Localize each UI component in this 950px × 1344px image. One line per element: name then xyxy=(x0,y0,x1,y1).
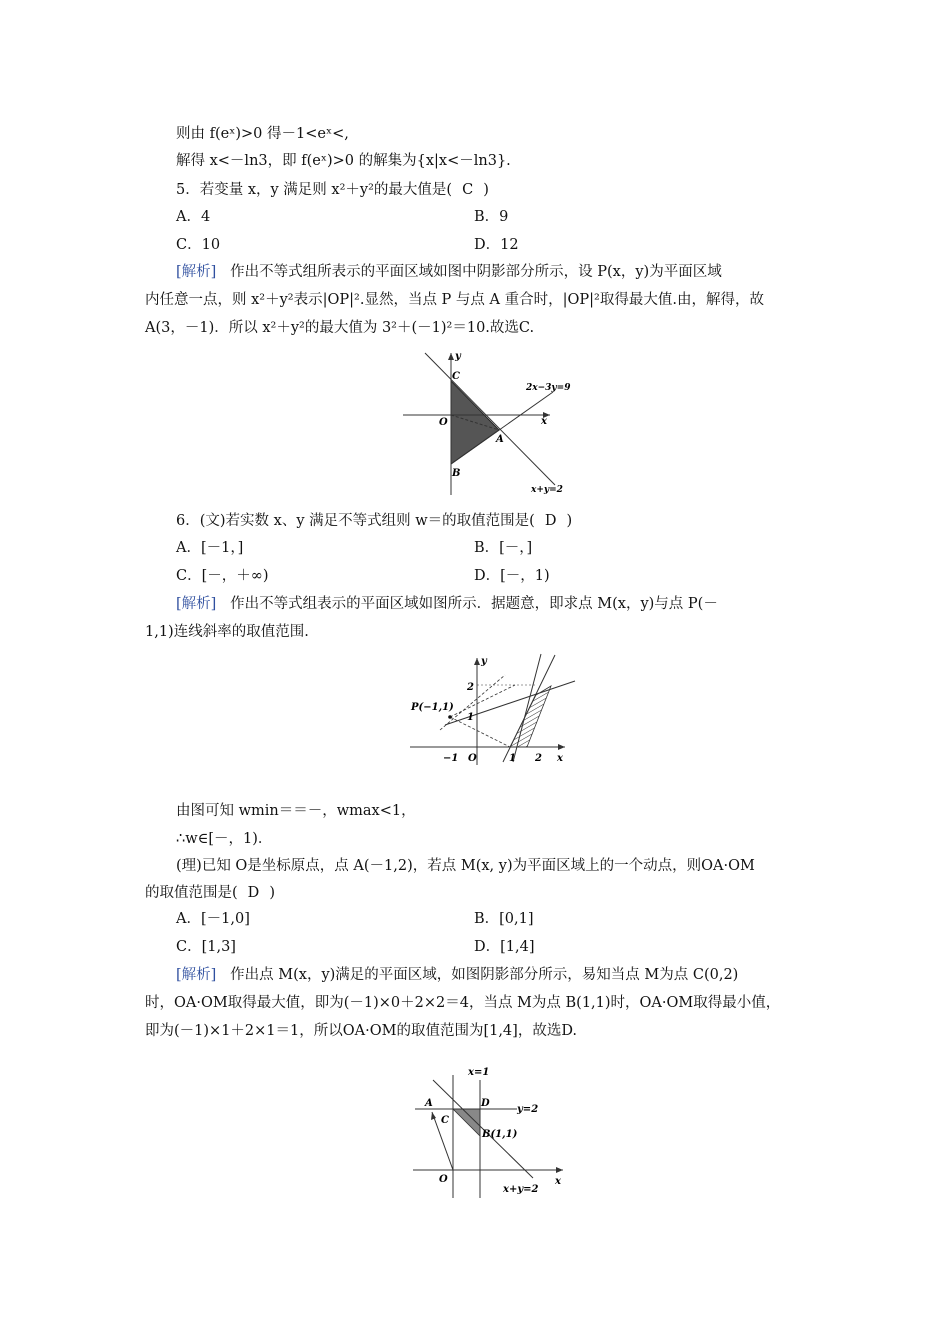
solution-line-1: 则由 f(eˣ)>0 得－1<eˣ<, xyxy=(176,126,349,142)
question-6-end: ) xyxy=(566,513,573,529)
fig1-label-B: B xyxy=(452,468,461,479)
q6-li-solution-line-1 xyxy=(176,965,738,985)
y-axis-arrow xyxy=(474,658,480,665)
q6-li-option-a: A．[－1,0] xyxy=(176,911,250,927)
fig2-tick-y1: 1 xyxy=(467,712,474,723)
fig1-label-O: O xyxy=(439,417,448,428)
q6-li-solution-line-2: 时，OA·OM取得最大值，即为(－1)×0＋2×2＝4，当点 M为点 B(1,1)时，OA·OM取得最小值， xyxy=(145,995,781,1011)
vector-OA-arrow xyxy=(431,1112,436,1120)
question-5-answer: C xyxy=(462,182,474,198)
q6-li-solution-line-3: 即为(－1)×1＋2×1＝1，所以OA·OM的取值范围为[1,4]，故选D. xyxy=(145,1023,578,1039)
fig2-label-O: O xyxy=(468,753,477,764)
q5-option-c: C．10 xyxy=(176,237,221,253)
fig3-label-D: D xyxy=(481,1098,490,1109)
boundary-line-2 xyxy=(503,655,555,762)
q6-option-c: C．[－，＋∞) xyxy=(176,568,269,584)
question-5-text: 5．若变量 x，y 满足则 x²＋y²的最大值是( xyxy=(176,182,453,198)
fig2-label-P: P(−1,1) xyxy=(411,702,454,713)
figure-5-feasible-region xyxy=(395,345,575,500)
analysis-tag: [解析] xyxy=(176,264,217,280)
question-6-text: 6．(文)若实数 x、y 满足不等式组则 w＝的取值范围是( xyxy=(176,513,535,529)
fig3-label-x1: x=1 xyxy=(468,1067,490,1078)
q6-solution-line-1 xyxy=(176,594,718,614)
y-axis-arrow xyxy=(448,353,454,360)
dashed-slope-line-1 xyxy=(450,717,510,747)
q5-solution-line-3: A(3，－1)．所以 x²＋y²的最大值为 3²＋(－1)²＝10.故选C. xyxy=(145,320,535,336)
q5-option-a: A．4 xyxy=(176,209,211,225)
fig1-label-line1: 2x−3y=9 xyxy=(526,383,571,393)
fig2-tick-x2: 2 xyxy=(535,753,542,764)
fig3-label-xy2: x+y=2 xyxy=(503,1184,539,1195)
analysis-tag: [解析] xyxy=(176,967,217,983)
q6-solution-line-3: 由图可知 wmin＝＝－，wmax<1， xyxy=(176,803,416,819)
fig3-label-A: A xyxy=(425,1098,433,1109)
figure-6-feasible-region xyxy=(405,650,580,770)
figure-6-li-feasible-region xyxy=(405,1060,575,1205)
fig1-label-line2: x+y=2 xyxy=(531,485,563,495)
fig2-tick-y2: 2 xyxy=(467,682,474,693)
question-6-li-line-1: (理)已知 O是坐标原点，点 A(－1,2)，若点 M(x, y)为平面区域上的一个动点，则OA·OM xyxy=(176,858,755,874)
q6-option-a: A．[－1，] xyxy=(176,540,244,556)
q6-solution-line-4: ∴w∈[－，1)． xyxy=(176,831,273,847)
q6-solution-text-1: 作出不等式组表示的平面区域如图所示．据题意，即求点 M(x，y)与点 P(－ xyxy=(230,596,718,612)
x-axis-arrow xyxy=(556,1167,563,1173)
fig3-label-x: x xyxy=(555,1176,561,1187)
question-6-li-end: ) xyxy=(269,885,275,901)
q5-option-b: B．9 xyxy=(474,209,509,225)
fig2-label-x: x xyxy=(557,753,563,764)
q6-li-option-b: B．[0,1] xyxy=(474,911,534,927)
question-6 xyxy=(176,511,572,531)
fig1-label-C: C xyxy=(452,371,460,382)
question-6-answer: D xyxy=(544,513,557,529)
fig1-label-x: x xyxy=(541,416,547,427)
q6-option-d: D．[－，1) xyxy=(474,568,550,584)
q5-solution-line-1 xyxy=(176,262,722,282)
question-6-li-line-2 xyxy=(145,883,275,903)
question-5 xyxy=(176,180,489,200)
fig1-label-A: A xyxy=(496,434,504,445)
fig2-tick-x1: 1 xyxy=(509,753,516,764)
fig3-label-O: O xyxy=(439,1174,448,1185)
point-P xyxy=(448,715,452,719)
q5-solution-text-1: 作出不等式组所表示的平面区域如图中阴影部分所示，设 P(x，y)为平面区域 xyxy=(230,264,722,280)
question-6-li-text: 的取值范围是( xyxy=(145,885,238,901)
question-6-li-answer: D xyxy=(247,885,260,901)
fig3-label-y2: y=2 xyxy=(517,1104,539,1115)
fig1-label-y: y xyxy=(455,351,461,362)
q5-solution-line-2: 内任意一点，则 x²＋y²表示|OP|².显然，当点 P 与点 A 重合时，|OP|²取得最大值.由，解得，故 xyxy=(145,292,764,308)
analysis-tag: [解析] xyxy=(176,596,217,612)
fig2-label-y: y xyxy=(481,656,487,667)
x-axis-arrow xyxy=(558,744,565,750)
q6-solution-line-2: 1,1)连线斜率的取值范围. xyxy=(145,624,309,640)
fig3-label-C: C xyxy=(441,1115,449,1126)
question-5-end: ) xyxy=(483,182,489,198)
q5-option-d: D．12 xyxy=(474,237,519,253)
q6-option-b: B．[－，] xyxy=(474,540,533,556)
q6-li-option-d: D．[1,4] xyxy=(474,939,535,955)
fig3-label-B: B(1,1) xyxy=(482,1129,518,1140)
q6-li-option-c: C．[1,3] xyxy=(176,939,236,955)
solution-line-2: 解得 x<－ln3，即 f(eˣ)>0 的解集为{x|x<－ln3}. xyxy=(176,153,511,169)
fig2-tick-xm1: −1 xyxy=(443,753,459,764)
q6-li-solution-text-1: 作出点 M(x，y)满足的平面区域，如图阴影部分所示，易知当点 M为点 C(0,2) xyxy=(230,967,739,983)
